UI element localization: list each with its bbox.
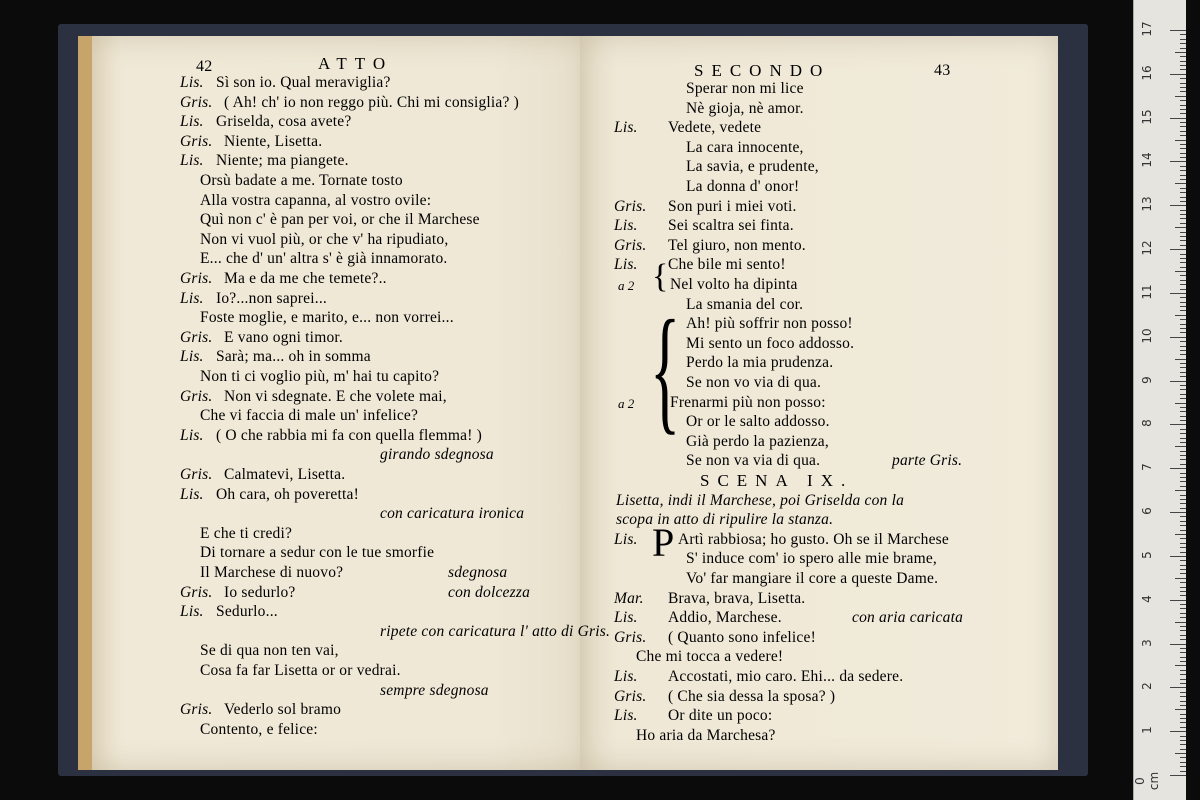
ruler-tick xyxy=(1180,473,1186,474)
verse-line: Che vi faccia di male un' infelice? xyxy=(200,407,419,425)
ruler-tick xyxy=(1180,289,1186,290)
speaker-label: Mar. xyxy=(614,589,644,607)
verse-line: La donna d' onor! xyxy=(686,178,800,195)
speaker-label: Gris. xyxy=(180,328,213,346)
speaker-label: Lis. xyxy=(614,217,638,235)
right-page-number: 43 xyxy=(934,62,951,79)
ruler-tick xyxy=(1180,258,1186,259)
stage-direction: ripete con caricatura l' atto di Gris. xyxy=(380,622,611,640)
speaker-label: Lis. xyxy=(614,609,638,627)
speaker-label: Lis. xyxy=(614,256,638,274)
verse-line: Che mi tocca a vedere! xyxy=(636,648,784,666)
ruler-tick xyxy=(1180,674,1186,675)
ruler-tick xyxy=(1180,109,1186,110)
ruler-tick xyxy=(1180,275,1186,276)
ruler-tick xyxy=(1180,354,1186,355)
verse-line: Nel volto ha dipinta xyxy=(670,276,798,293)
verse-line: Già perdo la pazienza, xyxy=(686,432,829,450)
ruler-tick xyxy=(1180,495,1186,496)
ruler-tick xyxy=(1180,324,1186,325)
verse-line: Or or le salto addosso. xyxy=(686,413,830,431)
stage-direction: sdegnosa xyxy=(448,564,508,581)
ruler-tick xyxy=(1180,486,1186,487)
ruler-tick xyxy=(1180,481,1186,482)
verse-line: S' induce com' io spero alle mie brame, xyxy=(686,550,937,568)
ruler-number: 5 xyxy=(1140,551,1154,559)
verse-line: La smania del cor. xyxy=(686,295,804,313)
stage-direction: girando sdegnosa xyxy=(380,446,494,464)
ruler-tick xyxy=(1180,573,1186,574)
ruler-tick xyxy=(1180,626,1186,627)
ruler-tick xyxy=(1180,701,1186,702)
ruler-tick xyxy=(1180,762,1186,763)
verse-line: Vedete, vedete xyxy=(668,119,762,137)
stage-direction: con aria caricata xyxy=(852,609,964,627)
verse-line: E che ti credi? xyxy=(200,524,293,542)
speaker-label: Lis. xyxy=(614,668,638,685)
ruler-tick xyxy=(1180,771,1186,772)
ruler-tick xyxy=(1180,727,1186,728)
ruler-tick xyxy=(1170,293,1186,294)
ruler-tick xyxy=(1180,692,1186,693)
ruler-tick xyxy=(1180,341,1186,342)
verse-line: Io?...non saprei... xyxy=(216,289,327,307)
speaker-label: Gris. xyxy=(180,583,213,601)
verse-line: Che bile mi sento! xyxy=(668,256,786,274)
ruler-tick xyxy=(1180,48,1186,49)
ruler-tick xyxy=(1180,451,1186,452)
verse-line: Addio, Marchese. xyxy=(668,609,782,627)
ruler-tick xyxy=(1180,547,1186,548)
verse-line: Alla vostra capanna, al vostro ovile: xyxy=(200,191,432,209)
ruler-tick xyxy=(1180,201,1186,202)
ruler-tick xyxy=(1180,565,1186,566)
ruler-tick xyxy=(1180,223,1186,224)
ruler-tick xyxy=(1180,218,1186,219)
ruler-tick xyxy=(1180,569,1186,570)
ruler-tick xyxy=(1175,622,1186,623)
speaker-label: Gris. xyxy=(180,132,213,150)
ruler-tick xyxy=(1175,52,1186,53)
ruler-number: 16 xyxy=(1140,65,1154,81)
ruler-tick xyxy=(1180,232,1186,233)
speaker-label: Lis. xyxy=(614,707,638,725)
speaker-label: Gris. xyxy=(614,687,647,705)
ruler-tick xyxy=(1180,310,1186,311)
verse-line: Sì son io. Qual meraviglia? xyxy=(216,74,391,91)
speaker-label: Lis. xyxy=(180,74,204,91)
ruler-tick xyxy=(1175,446,1186,447)
ruler-tick xyxy=(1180,718,1186,719)
ruler-tick xyxy=(1180,429,1186,430)
ruler-tick xyxy=(1180,503,1186,504)
ruler-tick xyxy=(1180,740,1186,741)
ruler-tick xyxy=(1180,525,1186,526)
ruler-tick xyxy=(1180,757,1186,758)
verse-line: Sei scaltra sei finta. xyxy=(668,217,794,235)
verse-line: Vederlo sol bramo xyxy=(224,701,342,719)
speaker-label: Gris. xyxy=(614,628,647,646)
left-page-number: 42 xyxy=(196,58,213,75)
ruler-tick xyxy=(1180,411,1186,412)
ruler-tick xyxy=(1180,262,1186,263)
ruler-tick xyxy=(1175,665,1186,666)
speaker-label: Lis. xyxy=(180,603,204,621)
verse-line: Non vi vuol più, or che v' ha ripudiato, xyxy=(200,230,449,248)
verse-line: Sarà; ma... oh in somma xyxy=(216,348,371,366)
ruler-tick xyxy=(1175,271,1186,272)
verse-line: Di tornare a sedur con le tue smorfie xyxy=(200,544,435,562)
verse-line: Accostati, mio caro. Ehi... da sedere. xyxy=(668,668,904,685)
ruler-tick xyxy=(1180,179,1186,180)
ruler-tick xyxy=(1180,670,1186,671)
ruler-tick xyxy=(1180,538,1186,539)
verse-line: La cara innocente, xyxy=(686,138,804,156)
ruler-tick xyxy=(1180,442,1186,443)
verse-line: ( Quanto sono infelice! xyxy=(668,628,816,646)
verse-line: Non ti ci voglio più, m' hai tu capito? xyxy=(200,368,440,385)
ruler-number: 14 xyxy=(1140,152,1154,169)
ruler-tick xyxy=(1175,578,1186,579)
verse-line: Calmatevi, Lisetta. xyxy=(224,466,346,483)
ruler-tick xyxy=(1170,161,1186,162)
verse-line: Niente; ma piangete. xyxy=(216,152,349,170)
verse-line: Quì non c' è pan per voi, or che il Marchese xyxy=(200,211,480,229)
ruler-tick xyxy=(1180,679,1186,680)
ruler-tick xyxy=(1180,363,1186,364)
a-due-marker: a 2 xyxy=(618,395,635,411)
ruler-tick xyxy=(1180,100,1186,101)
speaker-label: Lis. xyxy=(614,530,638,548)
speaker-label: Lis. xyxy=(180,485,204,503)
stage-direction: Lisetta, indi il Marchese, poi Griselda con la xyxy=(616,491,905,509)
ruler-tick xyxy=(1180,245,1186,246)
ruler-tick xyxy=(1180,630,1186,631)
ruler-tick xyxy=(1180,197,1186,198)
ruler-tick xyxy=(1180,148,1186,149)
ruler-tick xyxy=(1180,652,1186,653)
ruler-tick xyxy=(1180,516,1186,517)
ruler-tick xyxy=(1180,328,1186,329)
ruler-tick xyxy=(1180,438,1186,439)
ruler-tick xyxy=(1180,696,1186,697)
ruler-tick xyxy=(1180,284,1186,285)
verse-line: Sperar non mi lice xyxy=(686,80,804,97)
ruler-tick xyxy=(1180,188,1186,189)
ruler-tick xyxy=(1180,39,1186,40)
scene-heading: SCENA IX. xyxy=(700,471,854,490)
verse-line: Cosa fa far Lisetta or or vedrai. xyxy=(200,662,401,679)
ruler-tick xyxy=(1175,315,1186,316)
ruler-number: 4 xyxy=(1140,594,1154,603)
verse-line: Ah! più soffrir non posso! xyxy=(686,315,853,333)
ruler-number: 15 xyxy=(1140,109,1154,125)
ruler-tick xyxy=(1170,775,1186,776)
ruler-tick xyxy=(1170,337,1186,338)
right-running-head: SECONDO xyxy=(694,61,831,80)
verse-line: Se non va via di qua. xyxy=(686,452,821,470)
ruler-tick xyxy=(1180,56,1186,57)
ruler-tick xyxy=(1175,183,1186,184)
ruler-tick xyxy=(1180,376,1186,377)
verse-line: Non vi sdegnate. E che volete mai, xyxy=(224,387,447,405)
speaker-label: Gris. xyxy=(180,701,213,719)
ruler-tick xyxy=(1180,306,1186,307)
verse-line: Tel giuro, non mento. xyxy=(668,236,806,254)
ruler-tick xyxy=(1180,78,1186,79)
ruler-tick xyxy=(1180,499,1186,500)
stage-direction: con dolcezza xyxy=(448,583,531,601)
verse-line: ( Ah! ch' io non reggo più. Chi mi consiglia? ) xyxy=(224,93,520,111)
ruler-tick xyxy=(1180,297,1186,298)
ruler-tick xyxy=(1180,236,1186,237)
ruler-tick xyxy=(1180,648,1186,649)
speaker-label: Lis. xyxy=(180,348,204,366)
ruler-tick xyxy=(1180,65,1186,66)
ruler-tick xyxy=(1180,420,1186,421)
verse-line: Artì rabbiosa; ho gusto. Oh se il Marchese xyxy=(678,530,949,548)
ruler-tick xyxy=(1180,604,1186,605)
speaker-label: Lis. xyxy=(180,113,204,131)
ruler-tick xyxy=(1180,543,1186,544)
ruler-tick xyxy=(1180,560,1186,561)
brace-duet-1: { xyxy=(652,258,669,295)
ruler-tick xyxy=(1180,69,1186,70)
verse-line: Foste moglie, e marito, e... non vorrei... xyxy=(200,309,454,327)
verse-line: Se di qua non ten vai, xyxy=(200,642,339,660)
measurement-ruler xyxy=(1133,0,1186,800)
verse-line: E... che d' un' altra s' è già innamorato. xyxy=(200,250,448,268)
verse-line: Frenarmi più non posso: xyxy=(670,393,826,411)
verse-line: ( Che sia dessa la sposa? ) xyxy=(668,687,836,705)
ruler-tick xyxy=(1180,683,1186,684)
verse-line: Ma e da me che temete?.. xyxy=(224,270,387,287)
ruler-tick xyxy=(1180,613,1186,614)
ruler-tick xyxy=(1180,367,1186,368)
verse-line: Nè gioja, nè amor. xyxy=(686,99,804,117)
ruler-tick xyxy=(1180,416,1186,417)
ruler-tick xyxy=(1180,350,1186,351)
ruler-tick xyxy=(1180,153,1186,154)
ruler-number: 3 xyxy=(1140,638,1154,647)
speaker-label: Lis. xyxy=(180,426,204,444)
verse-line: E vano ogni timor. xyxy=(224,328,343,346)
ruler-tick xyxy=(1170,468,1186,469)
ruler-tick xyxy=(1180,407,1186,408)
ruler-tick xyxy=(1180,766,1186,767)
ruler-tick xyxy=(1180,552,1186,553)
ruler-tick xyxy=(1180,464,1186,465)
ruler-tick xyxy=(1180,61,1186,62)
ruler-tick xyxy=(1170,644,1186,645)
ruler-tick xyxy=(1175,359,1186,360)
ruler-tick xyxy=(1180,240,1186,241)
ruler-tick xyxy=(1170,74,1186,75)
speaker-label: Lis. xyxy=(614,119,638,137)
verse-line: Contento, e felice: xyxy=(200,720,318,738)
speaker-label: Gris. xyxy=(180,387,213,405)
ruler-tick xyxy=(1180,385,1186,386)
left-running-head: ATTO xyxy=(318,54,394,73)
speaker-label: Gris. xyxy=(180,466,213,483)
ruler-tick xyxy=(1180,83,1186,84)
verse-line: Mi sento un foco addosso. xyxy=(686,334,855,352)
ruler-tick xyxy=(1180,661,1186,662)
stage-direction: con caricatura ironica xyxy=(380,505,525,523)
ruler-number: 7 xyxy=(1140,463,1154,472)
ruler-tick xyxy=(1180,91,1186,92)
ruler-tick xyxy=(1180,166,1186,167)
verse-line: Oh cara, oh poveretta! xyxy=(216,485,359,503)
ruler-tick xyxy=(1180,332,1186,333)
speaker-label: Lis. xyxy=(180,289,204,307)
verse-line: ( O che rabbia mi fa con quella flemma! ) xyxy=(216,426,482,444)
ruler-tick xyxy=(1175,753,1186,754)
ruler-tick xyxy=(1180,744,1186,745)
ruler-tick xyxy=(1180,705,1186,706)
ruler-tick xyxy=(1180,131,1186,132)
ruler-number: 2 xyxy=(1140,682,1154,691)
ruler-tick xyxy=(1180,214,1186,215)
ruler-tick xyxy=(1180,455,1186,456)
verse-line: Son puri i miei voti. xyxy=(668,197,797,215)
ruler-tick xyxy=(1170,424,1186,425)
stage-direction: scopa in atto di ripulire la stanza. xyxy=(616,511,834,529)
ruler-tick xyxy=(1170,512,1186,513)
ruler-tick xyxy=(1170,556,1186,557)
verse-line: Se non vo via di qua. xyxy=(686,374,822,391)
ruler-tick xyxy=(1180,175,1186,176)
ruler-tick xyxy=(1175,403,1186,404)
ruler-number: 12 xyxy=(1140,240,1154,256)
verse-line: Perdo la mia prudenza. xyxy=(686,354,834,372)
ruler-tick xyxy=(1170,731,1186,732)
stage-direction: sempre sdegnosa xyxy=(380,681,489,699)
ruler-tick xyxy=(1180,280,1186,281)
ruler-tick xyxy=(1180,736,1186,737)
ruler-tick xyxy=(1180,722,1186,723)
ruler-tick xyxy=(1180,595,1186,596)
verse-line: Ho aria da Marchesa? xyxy=(636,726,776,744)
ruler-number: 8 xyxy=(1140,419,1154,428)
ruler-tick xyxy=(1180,433,1186,434)
ruler-tick xyxy=(1180,749,1186,750)
ruler-tick xyxy=(1180,302,1186,303)
ruler-number: 1 xyxy=(1140,726,1154,734)
ruler-tick xyxy=(1175,534,1186,535)
a-due-marker: a 2 xyxy=(618,278,635,293)
stage-direction: parte Gris. xyxy=(892,452,963,470)
speaker-label: Lis. xyxy=(180,152,204,170)
ruler-tick xyxy=(1175,140,1186,141)
speaker-label: Gris. xyxy=(180,270,213,287)
ruler-tick xyxy=(1180,126,1186,127)
speaker-label: Gris. xyxy=(614,236,647,254)
verse-line: La savia, e prudente, xyxy=(686,158,819,176)
ruler-tick xyxy=(1180,254,1186,255)
speaker-label: Gris. xyxy=(180,93,213,111)
ruler-tick xyxy=(1180,617,1186,618)
ruler-tick xyxy=(1180,34,1186,35)
ruler-number: 17 xyxy=(1140,21,1154,37)
ruler-tick xyxy=(1170,600,1186,601)
ruler-tick xyxy=(1180,144,1186,145)
ruler-tick xyxy=(1180,170,1186,171)
ruler-number: 0 cm xyxy=(1133,771,1161,791)
ruler-tick xyxy=(1180,192,1186,193)
verse-line: Griselda, cosa avete? xyxy=(216,113,352,131)
ruler-tick xyxy=(1180,587,1186,588)
ruler-tick xyxy=(1180,87,1186,88)
ruler-tick xyxy=(1175,709,1186,710)
ruler-tick xyxy=(1180,459,1186,460)
ruler-tick xyxy=(1170,205,1186,206)
ruler-tick xyxy=(1180,398,1186,399)
verse-line: Niente, Lisetta. xyxy=(224,132,323,150)
ruler-tick xyxy=(1180,394,1186,395)
ruler-tick xyxy=(1180,113,1186,114)
verse-line: Orsù badate a me. Tornate tosto xyxy=(200,172,403,189)
ruler-tick xyxy=(1170,30,1186,31)
ruler-tick xyxy=(1175,96,1186,97)
verse-line: Il Marchese di nuovo? xyxy=(200,564,344,581)
ruler-tick xyxy=(1180,157,1186,158)
ruler-tick xyxy=(1180,43,1186,44)
ruler-tick xyxy=(1180,105,1186,106)
ruler-number: 6 xyxy=(1140,507,1154,515)
ruler-tick xyxy=(1175,227,1186,228)
ruler-tick xyxy=(1180,582,1186,583)
brace-duet-2: { xyxy=(650,292,681,447)
ruler-tick xyxy=(1180,657,1186,658)
ruler-tick xyxy=(1180,608,1186,609)
ruler-number: 11 xyxy=(1140,284,1154,300)
ruler-tick xyxy=(1170,381,1186,382)
ruler-tick xyxy=(1180,635,1186,636)
verse-line: Brava, brava, Lisetta. xyxy=(668,589,806,607)
ruler-number: 10 xyxy=(1140,328,1154,344)
ruler-tick xyxy=(1180,521,1186,522)
ruler-tick xyxy=(1180,639,1186,640)
verse-line: Vo' far mangiare il core a queste Dame. xyxy=(686,570,939,587)
ruler-number: 9 xyxy=(1140,375,1154,384)
ruler-tick xyxy=(1180,477,1186,478)
ruler-tick xyxy=(1180,530,1186,531)
ruler-tick xyxy=(1170,118,1186,119)
ruler-tick xyxy=(1180,267,1186,268)
ruler-number: 13 xyxy=(1140,196,1154,212)
ruler-tick xyxy=(1170,249,1186,250)
drop-capital: P xyxy=(652,519,675,565)
verse-line: Io sedurlo? xyxy=(224,583,296,601)
ruler-tick xyxy=(1175,490,1186,491)
ruler-tick xyxy=(1180,210,1186,211)
ruler-tick xyxy=(1170,687,1186,688)
ruler-tick xyxy=(1180,346,1186,347)
ruler-tick xyxy=(1180,135,1186,136)
ruler-tick xyxy=(1180,389,1186,390)
ruler-tick xyxy=(1180,714,1186,715)
ruler-tick xyxy=(1180,372,1186,373)
speaker-label: Gris. xyxy=(614,197,647,215)
verse-line: Sedurlo... xyxy=(216,603,278,621)
ruler-tick xyxy=(1180,591,1186,592)
verse-line: Or dite un poco: xyxy=(668,707,773,725)
ruler-tick xyxy=(1180,319,1186,320)
ruler-tick xyxy=(1180,508,1186,509)
ruler-tick xyxy=(1180,122,1186,123)
